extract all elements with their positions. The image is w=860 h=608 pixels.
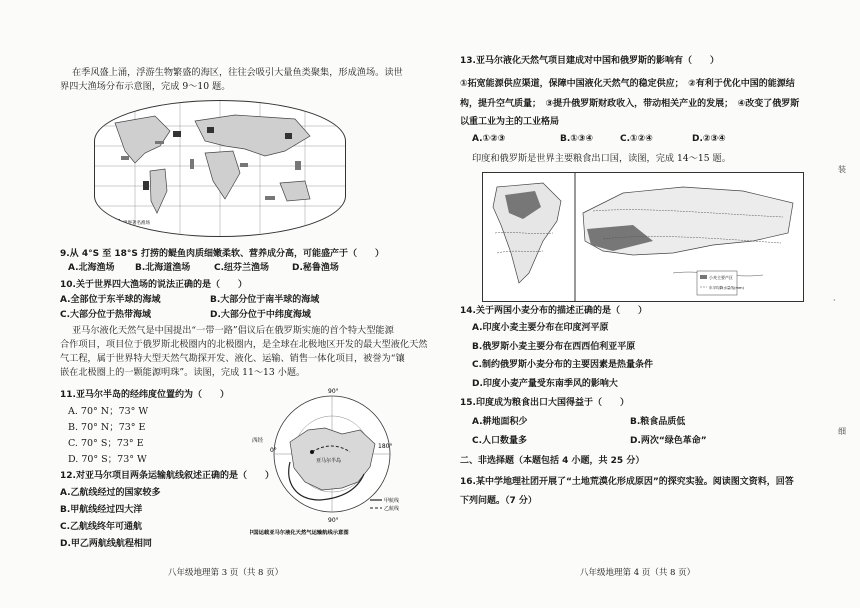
- left-footer: 八年级地理第 3 页（共 8 页）: [168, 568, 284, 578]
- world-map-svg: [95, 101, 345, 236]
- q11-option-b: B. 70° N；73° E: [68, 422, 146, 433]
- intro-fishery-2: 界四大渔场分布示意图，完成 9～10 题。: [60, 81, 231, 92]
- q10-option-a: A.全部位于东半球的海域: [60, 295, 161, 305]
- polar-label-west: 西经: [252, 438, 264, 444]
- polar-route-map: [250, 382, 420, 542]
- q15-option-b: B.粮食品质低: [630, 417, 686, 427]
- intro-yamal-3: 气工程，属于世界特大型天然气勘探开发、液化、运输、销售一体化项目，被誉为“镶: [60, 353, 405, 364]
- q14-option-c: C.制约俄罗斯小麦分布的主要因素是热量条件: [472, 360, 654, 370]
- polar-legend-b: 乙航线: [384, 506, 400, 512]
- india-russia-wheat-map: [482, 172, 804, 302]
- polar-label-bottom: 90°: [328, 517, 339, 524]
- q10-stem: 10.关于世界四大渔场的说法正确的是（ ）: [60, 280, 247, 290]
- intro-yamal-1: 亚马尔液化天然气是中国提出“一带一路”倡议后在俄罗斯实施的首个特大型能源: [72, 325, 394, 336]
- q10-option-c: C.大部分位于热带海域: [60, 310, 152, 320]
- wheat-legend-isohyet: 年平均降水量线(mm): [709, 286, 744, 290]
- polar-label-left: 0°: [270, 447, 277, 454]
- q12-option-d: D.甲乙两航线航程相同: [60, 539, 152, 549]
- q13-option-b: B.①③④: [560, 134, 594, 144]
- map-legend-text: 世界著名渔场: [123, 221, 150, 226]
- q16-line-2: 下列问题。（7 分）: [460, 496, 537, 506]
- q10-option-b: B.大部分位于南半球的海域: [210, 295, 320, 305]
- wheat-map-svg: [483, 173, 803, 301]
- intro-yamal-4: 嵌在北极圈上的一颗能源明珠”。读图，完成 11～13 小题。: [60, 367, 306, 378]
- intro-fishery-1: 在季风盛上涌，浮游生物繁盛的海区，往往会吸引大量鱼类聚集，形成渔场。读世: [72, 67, 403, 78]
- q13-stem: 13.亚马尔液化天然气项目建成对中国和俄罗斯的影响有（ ）: [460, 56, 719, 66]
- q12-option-a: A.乙航线经过的国家较多: [60, 488, 161, 498]
- legend-swatch: [113, 219, 120, 224]
- polar-map-svg: [250, 382, 420, 542]
- polar-legend-a: 甲航线: [384, 498, 400, 504]
- q15-option-a: A.耕地面积少: [472, 417, 528, 427]
- q13-line-2: 构，提升空气质量； ③提升俄罗斯财政收入，带动相关产业的发展； ④改变了俄罗斯: [460, 99, 800, 109]
- q13-line-1: ①拓宽能源供应渠道，保障中国液化天然气的稳定供应； ②有利于优化中国的能源结: [460, 79, 795, 89]
- right-footer: 八年级地理第 4 页（共 8 页）: [580, 568, 696, 578]
- q9-option-d: D.秘鲁渔场: [292, 263, 339, 273]
- q13-line-3: 以重工业为主的工业格局: [460, 117, 560, 127]
- q14-option-a: A.印度小麦主要分布在印度河平原: [472, 323, 609, 333]
- q9-option-a: A.北海渔场: [68, 263, 115, 273]
- margin-mark-2: ·: [833, 296, 836, 305]
- q9-option-c: C.纽芬兰渔场: [214, 263, 270, 273]
- q9-option-b: B.北海道渔场: [135, 263, 191, 273]
- q14-option-d: D.印度小麦产量受东南季风的影响大: [472, 379, 618, 389]
- polar-label-top: 90°: [328, 388, 339, 395]
- q16-line-1: 16.某中学地理社团开展了“土地荒漠化形成原因”的探究实验。阅读图文资料，回答: [460, 477, 794, 487]
- world-fishery-map: [94, 100, 346, 237]
- q12-option-b: B.甲航线经过四大洋: [60, 505, 143, 515]
- margin-mark-3: 细: [838, 427, 846, 436]
- polar-caption: 中国运载亚马尔液化天然气运输航线示意图: [250, 530, 349, 536]
- q14-option-b: B.俄罗斯小麦主要分布在西西伯利亚平原: [472, 342, 636, 352]
- intro-yamal-2: 合作项目，项目位于俄罗斯北极圈内的北极圈内，是全球在北极地区开发的最大型液化天然: [60, 339, 428, 350]
- wheat-legend-area: 小麦主要产区: [709, 275, 733, 280]
- q13-option-c: C.①②④: [620, 134, 653, 144]
- q13-option-d: D.②③④: [692, 134, 726, 144]
- q13-option-a: A.①②③: [472, 134, 506, 144]
- q12-stem: 12.对亚马尔项目两条运输航线叙述正确的是（ ）: [60, 471, 274, 481]
- polar-label-right: 180°: [378, 443, 393, 450]
- q15-option-d: D.两次“绿色革命”: [630, 436, 707, 446]
- q11-option-c: C. 70° S；73° E: [68, 438, 144, 449]
- q12-option-c: C.乙航线终年可通航: [60, 522, 143, 532]
- section-2-heading: 二、非选择题（本题包括 4 小题，共 25 分）: [460, 456, 645, 466]
- q11-option-a: A. 70° N；73° W: [68, 406, 149, 417]
- q11-stem: 11.亚马尔半岛的经纬度位置约为（ ）: [60, 390, 229, 400]
- q10-option-d: D.大部分位于中纬度海域: [210, 310, 311, 320]
- margin-mark-1: 装: [838, 165, 846, 174]
- q15-option-c: C.人口数量多: [472, 436, 528, 446]
- q15-stem: 15.印度成为粮食出口大国得益于（ ）: [460, 398, 629, 408]
- intro-grain: 印度和俄罗斯是世界主要粮食出口国，读图，完成 14～15 题。: [472, 153, 731, 164]
- polar-label-yamal: 亚马尔半岛: [316, 458, 342, 464]
- q9-stem: 9.从 4°S 至 18°S 打捞的鳀鱼肉质细嫩柔软、营养成分高，可能盛产于（ ）: [60, 249, 384, 259]
- q14-stem: 14.关于两国小麦分布的描述正确的是（ ）: [460, 306, 647, 316]
- q11-option-d: D. 70° S；73° W: [68, 454, 147, 465]
